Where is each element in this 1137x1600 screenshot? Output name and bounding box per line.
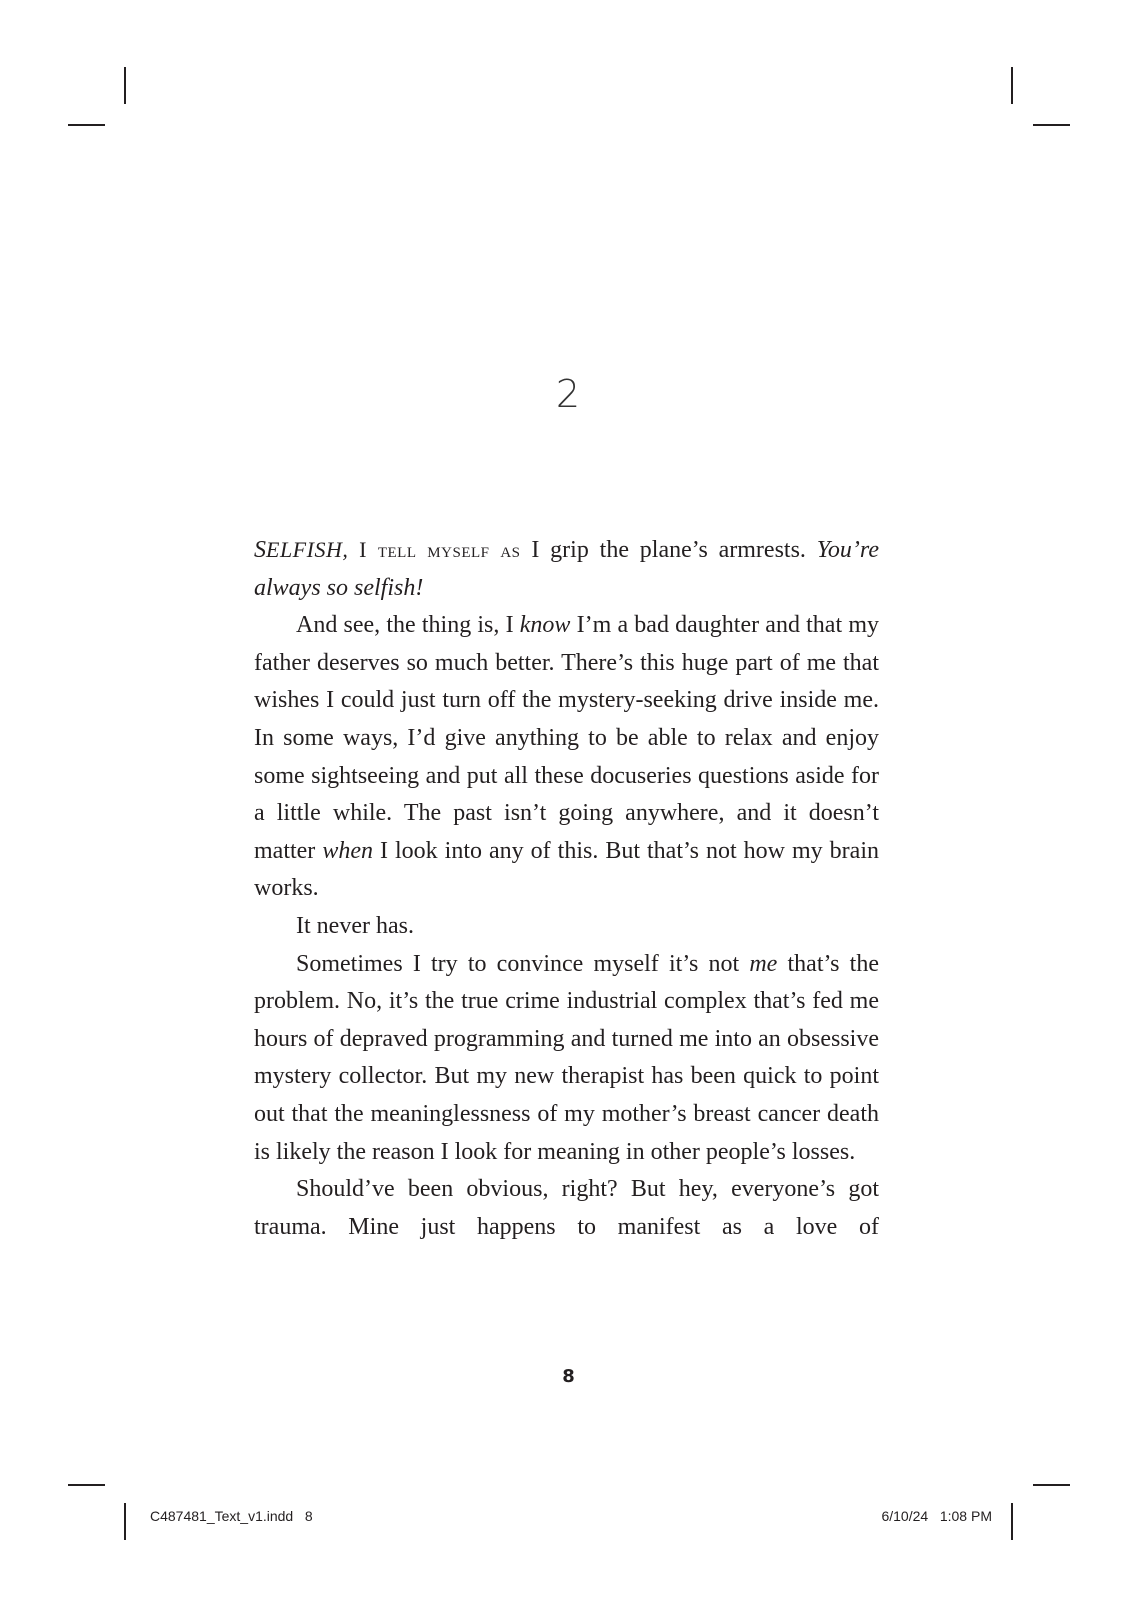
paragraph-3 <box>254 908 879 946</box>
crop-mark-top-left-vertical <box>124 67 126 104</box>
opening-initial: S <box>254 537 266 563</box>
paragraph-2 <box>254 607 879 908</box>
paragraph-2-italic-2: when <box>322 837 373 864</box>
paragraph-1 <box>254 531 879 607</box>
paragraph-5-text: Should’ve been obvious, right? But hey, everyone’s got trauma. Mine just happens to manifest as a love of <box>254 1176 879 1240</box>
paragraph-3-text: It never has. <box>296 912 414 939</box>
crop-mark-top-left-horizontal <box>68 124 105 126</box>
slug-filename: C487481_Text_v1.indd 8 <box>150 1508 313 1524</box>
crop-mark-bottom-right-vertical <box>1011 1503 1013 1540</box>
crop-mark-bottom-left-vertical <box>124 1503 126 1540</box>
slug-timestamp: 6/10/24 1:08 PM <box>881 1508 992 1524</box>
crop-mark-bottom-right-horizontal <box>1033 1484 1070 1486</box>
opening-word-rest: ELFISH, <box>266 537 349 562</box>
paragraph-4-text-b: that’s the problem. No, it’s the true crime industrial complex that’s fed me hours of depraved programming and turned me into an obsessive mystery collector. But my new therapist has been quick to point out that the meaninglessness of my mother’s breast cancer death is likely the reason I look for meaning in other people’s losses. <box>254 950 879 1165</box>
paragraph-5 <box>254 1171 879 1246</box>
crop-mark-top-right-vertical <box>1011 67 1013 104</box>
paragraph-4-italic: me <box>749 950 778 977</box>
paragraph-4-text-a: Sometimes I try to convince myself it’s not <box>296 950 750 977</box>
paragraph-2-text-b: I’m a bad daughter and that my father deserves so much better. There’s this huge part of me that wishes I could just turn off the mystery-seeking drive inside me. In some ways, I’d give anything to be able to relax and enjoy some sightseeing and put all these docuseries questions aside for a little while. The past isn’t going anywhere, and it doesn’t matter <box>254 612 879 864</box>
paragraph-4 <box>254 946 879 1172</box>
crop-mark-top-right-horizontal <box>1033 124 1070 126</box>
body-text <box>254 531 879 1246</box>
opening-smallcaps: I tell myself as <box>359 537 521 562</box>
paragraph-2-text-a: And see, the thing is, I <box>296 612 520 639</box>
crop-mark-bottom-left-horizontal <box>68 1484 105 1486</box>
paragraph-1-text: I grip the plane’s armrests. <box>520 537 817 563</box>
chapter-number: 2 <box>555 372 582 416</box>
paragraph-2-italic: know <box>519 612 571 639</box>
paragraph-1-italic: You’re always so selfish! <box>254 537 879 601</box>
paragraph-2-text-c: I look into any of this. But that’s not how my brain works. <box>254 837 879 902</box>
page-number: 8 <box>562 1366 575 1387</box>
